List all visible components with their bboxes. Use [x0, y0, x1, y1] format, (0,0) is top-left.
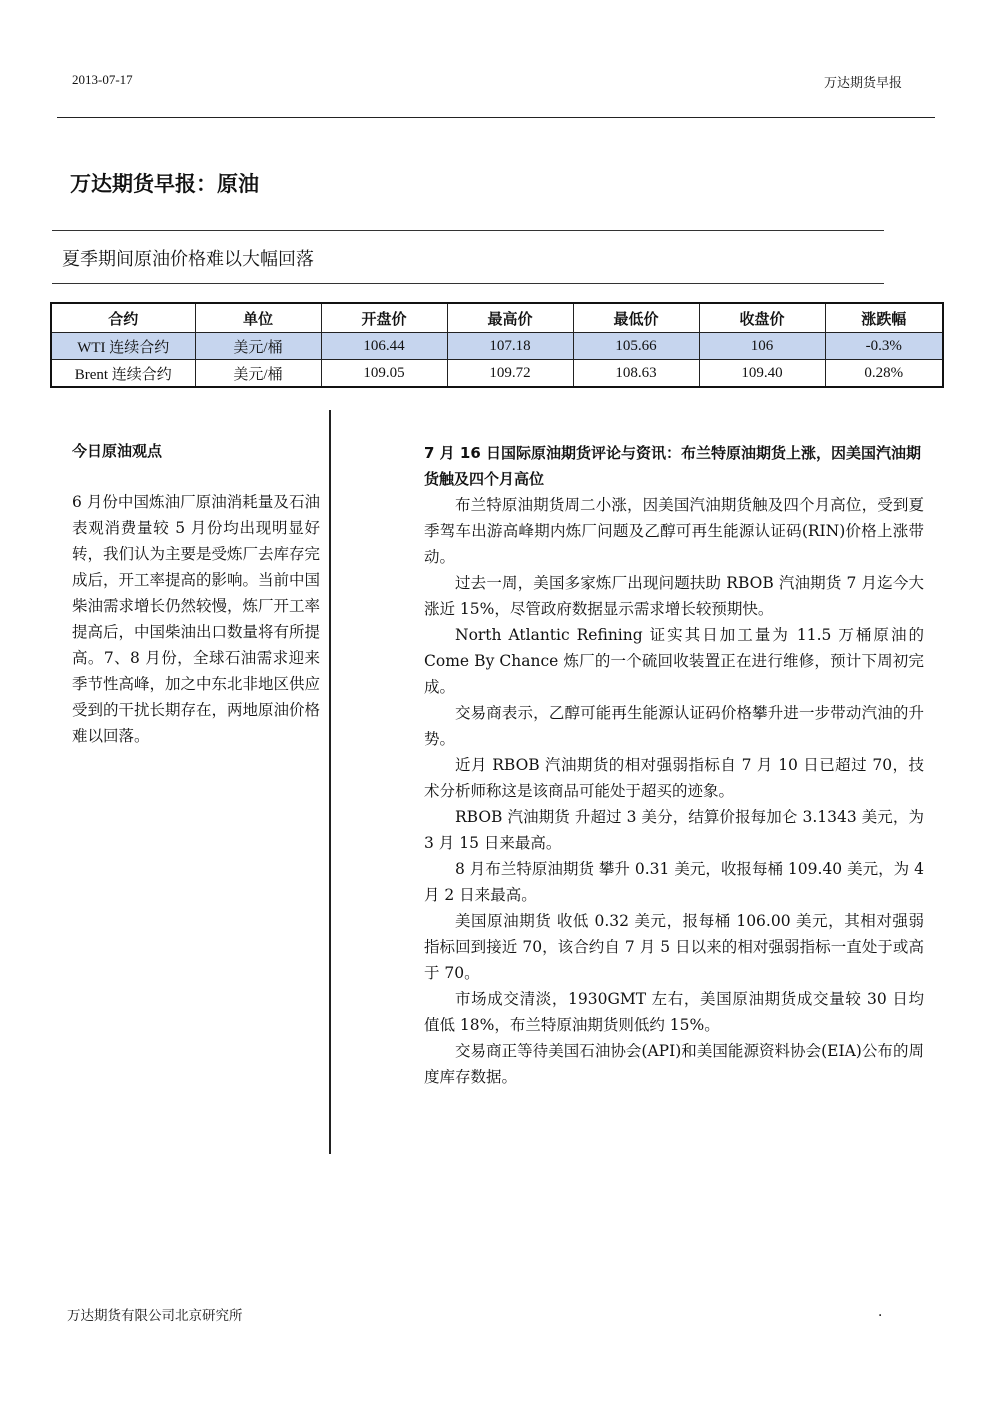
cell-low: 105.66 [573, 333, 699, 360]
cell-open: 106.44 [321, 333, 447, 360]
news-paragraph: North Atlantic Refining 证实其日加工量为 11.5 万桶原油的 Come By Chance 炼厂的一个硫回收装置正在进行维修，预计下周初完成。 [424, 626, 924, 696]
news-paragraph: 过去一周，美国多家炼厂出现问题扶助 RBOB 汽油期货 7 月迄今大涨近 15%，尽管政府数据显示需求增长较预期快。 [424, 574, 924, 618]
header-date: 2013-07-17 [72, 72, 133, 87]
news-paragraph: 8 月布兰特原油期货 攀升 0.31 美元，收报每桶 109.40 美元，为 4 月 2 日来最高。 [424, 860, 924, 904]
quote-table-header [51, 303, 943, 333]
cell-change: 0.28% [825, 360, 943, 388]
cell-high: 109.72 [447, 360, 573, 388]
cell-high: 107.18 [447, 333, 573, 360]
left-column-body: 6 月份中国炼油厂原油消耗量及石油表观消费量较 5 月份均出现明显好转，我们认为主要是受炼厂去库存完成后，开工率提高的影响。当前中国柴油需求增长仍然较慢，炼厂开工率提高后，中国柴油出口数量将有所提高。7、8 月份，全球石油需求迎来季节性高峰，加之中东北非地区供应受到的干扰长期存在，两地原油价格难以回落。 [72, 493, 321, 745]
col-header-low: 最低价 [573, 303, 699, 333]
news-paragraph: 交易商正等待美国石油协会(API)和美国能源资料协会(EIA)公布的周度库存数据。 [424, 1042, 924, 1086]
col-header-contract: 合约 [51, 303, 195, 333]
cell-close: 109.40 [699, 360, 825, 388]
subtitle-bottom-rule [52, 283, 884, 284]
cell-contract: Brent 连续合约 [51, 360, 195, 388]
cell-low: 108.63 [573, 360, 699, 388]
cell-change: -0.3% [825, 333, 943, 360]
col-header-change: 涨跌幅 [825, 303, 943, 333]
news-paragraph: 市场成交清淡，1930GMT 左右，美国原油期货成交量较 30 日均值低 18%，布兰特原油期货则低约 15%。 [424, 990, 924, 1034]
column-divider [329, 410, 331, 1154]
page-subtitle: 夏季期间原油价格难以大幅回落 [62, 249, 314, 270]
table-row-wti [51, 333, 943, 360]
col-header-open: 开盘价 [321, 303, 447, 333]
news-paragraph: 交易商表示，乙醇可能再生能源认证码价格攀升进一步带动汽油的升势。 [424, 704, 924, 748]
footer-mark: . [878, 1304, 883, 1320]
news-paragraph: 近月 RBOB 汽油期货的相对强弱指标自 7 月 10 日已超过 70，技术分析师称这是该商品可能处于超买的迹象。 [424, 756, 924, 800]
cell-unit: 美元/桶 [195, 360, 321, 388]
right-column-heading: 7 月 16 日国际原油期货评论与资讯：布兰特原油期货上涨，因美国汽油期货触及四个月高位 [424, 444, 921, 488]
col-header-unit: 单位 [195, 303, 321, 333]
subtitle-top-rule [52, 230, 884, 231]
left-column-heading: 今日原油观点 [72, 442, 163, 460]
header-divider [57, 117, 935, 118]
cell-open: 109.05 [321, 360, 447, 388]
cell-contract: WTI 连续合约 [51, 333, 195, 360]
quote-table [50, 302, 944, 388]
news-paragraph: 美国原油期货 收低 0.32 美元，报每桶 106.00 美元，其相对强弱指标回到接近 70，该合约自 7 月 5 日以来的相对强弱指标一直处于或高于 70。 [424, 912, 924, 982]
header-brand: 万达期货早报 [823, 76, 902, 91]
left-column [72, 440, 320, 749]
news-paragraph: 布兰特原油期货周二小涨，因美国汽油期货触及四个月高位，受到夏季驾车出游高峰期内炼厂问题及乙醇可再生能源认证码(RIN)价格上涨带动。 [424, 496, 924, 566]
col-header-close: 收盘价 [699, 303, 825, 333]
cell-unit: 美元/桶 [195, 333, 321, 360]
page-title: 万达期货早报：原油 [70, 171, 259, 196]
footer-organization: 万达期货有限公司北京研究所 [67, 1308, 243, 1324]
right-column [424, 440, 924, 1090]
news-paragraph: RBOB 汽油期货 升超过 3 美分，结算价报每加仑 3.1343 美元，为 3 月 15 日来最高。 [424, 808, 924, 852]
col-header-high: 最高价 [447, 303, 573, 333]
table-row-brent [51, 360, 943, 388]
cell-close: 106 [699, 333, 825, 360]
